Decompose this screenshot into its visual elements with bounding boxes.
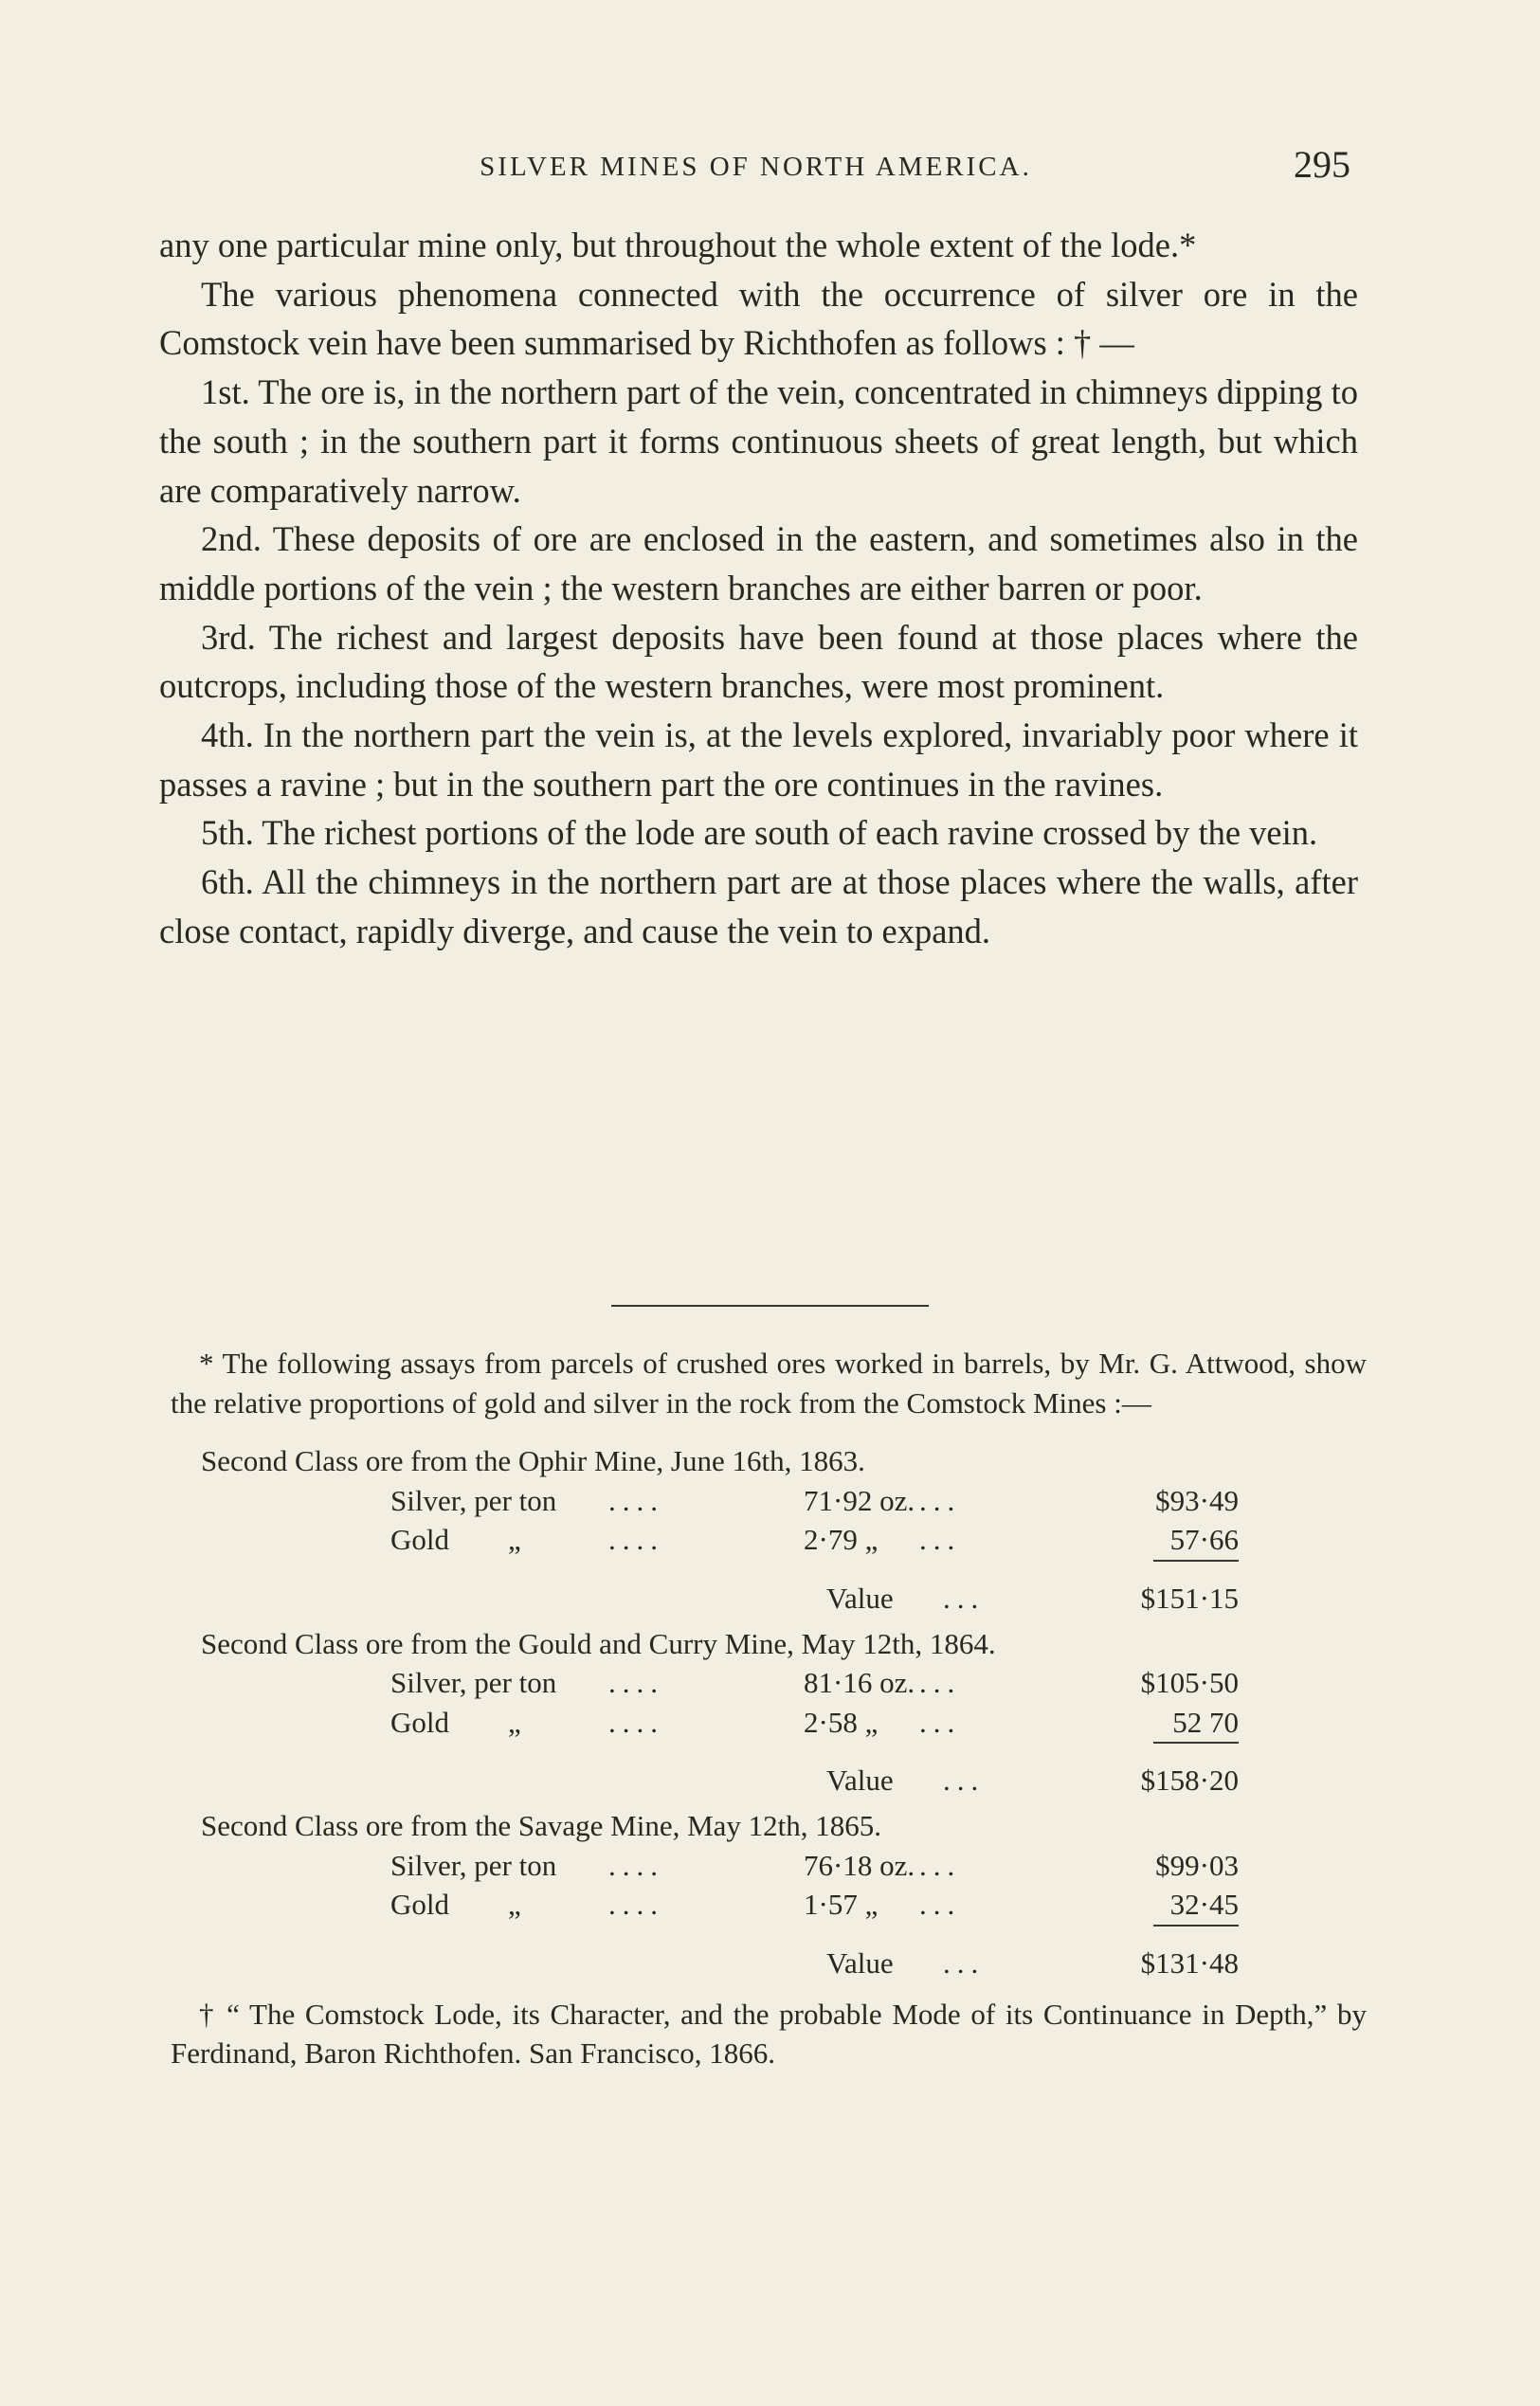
leader-dots: ....	[608, 1666, 664, 1699]
assay-amount: 57·66	[1169, 1523, 1239, 1556]
assay-row-gold	[171, 1885, 1367, 1925]
paragraph-continued: any one particular mine only, but throughout the whole extent of the lode.*	[159, 226, 1197, 264]
leader-dots: ...	[919, 1705, 962, 1739]
assay-row-gold	[171, 1703, 1367, 1743]
footnote-asterisk: * The following assays from parcels of crushed ores worked in barrels, by Mr. G. Attwood, show the relative proportions of gold and silver in the rock from the Comstock Mines :—	[171, 1347, 1367, 1420]
assay-amount: $93·49	[1155, 1483, 1239, 1517]
leader-dots: ....	[608, 1523, 664, 1556]
sum-rule	[1153, 1560, 1239, 1562]
assay-metal: Silver, per ton	[390, 1848, 557, 1882]
leader-dots: ...	[919, 1483, 962, 1517]
paragraph-point-6: 6th. All the chimneys in the northern part are at those places where the walls, after close contact, rapidly diverge, and cause the vein to expand.	[159, 862, 1358, 950]
value-amount: $151·15	[1140, 1581, 1239, 1615]
assay-row-silver	[171, 1481, 1367, 1521]
assay-value-row	[171, 1753, 1367, 1802]
assay-metal: Gold „	[390, 1705, 521, 1739]
assay-block-ophir	[171, 1441, 1367, 1620]
assay-value-row	[171, 1936, 1367, 1985]
footnote-separator-rule	[611, 1305, 929, 1307]
running-title: SILVER MINES OF NORTH AMERICA.	[480, 152, 1032, 182]
value-label: Value	[826, 1581, 894, 1615]
assay-metal: Gold „	[390, 1523, 521, 1556]
assay-block-savage	[171, 1806, 1367, 1985]
sum-rule-row	[171, 1742, 1367, 1747]
assay-row-silver	[171, 1663, 1367, 1703]
footnotes	[171, 1344, 1367, 2073]
leader-dots: ....	[608, 1848, 664, 1882]
assay-metal: Gold „	[390, 1888, 521, 1921]
assay-quantity: 2·58 „	[804, 1705, 879, 1739]
leader-dots: ....	[608, 1888, 664, 1921]
assay-amount: 32·45	[1169, 1888, 1239, 1921]
paragraph-point-2: 2nd. These deposits of ore are enclosed in the eastern, and sometimes also in the middle portions of the vein ; the western branches are either barren or poor.	[159, 519, 1358, 607]
body-text	[159, 221, 1358, 956]
assay-quantity: 76·18 oz.	[804, 1848, 915, 1882]
leader-dots: ...	[943, 1945, 986, 1980]
assay-quantity: 81·16 oz.	[804, 1666, 915, 1699]
assay-quantity: 1·57 „	[804, 1888, 879, 1921]
footnote-dagger: † “ The Comstock Lode, its Character, and the probable Mode of its Continuance in Depth,” by Ferdinand, Baron Richthofen. San Francisco, 1866.	[171, 1997, 1367, 2070]
assay-value-row	[171, 1571, 1367, 1620]
assay-heading: Second Class ore from the Gould and Curry Mine, May 12th, 1864.	[201, 1626, 996, 1660]
leader-dots: ...	[943, 1764, 986, 1797]
assay-quantity: 2·79 „	[804, 1523, 879, 1556]
running-head	[156, 142, 1355, 190]
value-label: Value	[826, 1764, 894, 1797]
leader-dots: ....	[608, 1705, 664, 1739]
sum-rule-row	[171, 1925, 1367, 1930]
assay-row-gold	[171, 1520, 1367, 1560]
leader-dots: ...	[943, 1581, 986, 1615]
value-amount: $158·20	[1140, 1764, 1239, 1797]
paragraph-point-5: 5th. The richest portions of the lode are south of each ravine crossed by the vein.	[201, 813, 1318, 853]
paragraph-point-4: 4th. In the northern part the vein is, at the levels explored, invariably poor where it passes a ravine ; but in the southern part the ore continues in the ravines.	[159, 715, 1358, 804]
paragraph-point-3: 3rd. The richest and largest deposits have been found at those places where the outcrops, including those of the western branches, were most prominent.	[159, 617, 1358, 706]
assay-block-gould-curry	[171, 1624, 1367, 1803]
page-number: 295	[1294, 143, 1350, 186]
leader-dots: ...	[919, 1666, 962, 1699]
assay-amount: $105·50	[1140, 1666, 1239, 1699]
sum-rule-row	[171, 1560, 1367, 1565]
value-amount: $131·48	[1140, 1945, 1239, 1980]
assay-amount: 52 70	[1172, 1705, 1239, 1739]
assay-metal: Silver, per ton	[390, 1666, 557, 1699]
leader-dots: ...	[919, 1888, 962, 1921]
paragraph-point-1: 1st. The ore is, in the northern part of the vein, concentrated in chimneys dipping to the south ; in the southern part it forms continuous sheets of great length, but which are comparatively narrow.	[159, 372, 1358, 510]
assay-heading: Second Class ore from the Savage Mine, May 12th, 1865.	[201, 1809, 882, 1842]
assay-row-silver	[171, 1846, 1367, 1886]
assay-heading: Second Class ore from the Ophir Mine, June 16th, 1863.	[201, 1444, 865, 1477]
assay-amount: $99·03	[1155, 1848, 1239, 1882]
value-label: Value	[826, 1945, 894, 1980]
leader-dots: ....	[608, 1483, 664, 1517]
leader-dots: ...	[919, 1848, 962, 1882]
sum-rule	[1153, 1925, 1239, 1927]
assay-metal: Silver, per ton	[390, 1483, 557, 1517]
sum-rule	[1153, 1742, 1239, 1744]
paragraph-intro: The various phenomena connected with the occurrence of silver ore in the Comstock vein have been summarised by Richthofen as follows : † —	[159, 274, 1358, 363]
leader-dots: ...	[919, 1523, 962, 1556]
assay-quantity: 71·92 oz.	[804, 1483, 915, 1517]
